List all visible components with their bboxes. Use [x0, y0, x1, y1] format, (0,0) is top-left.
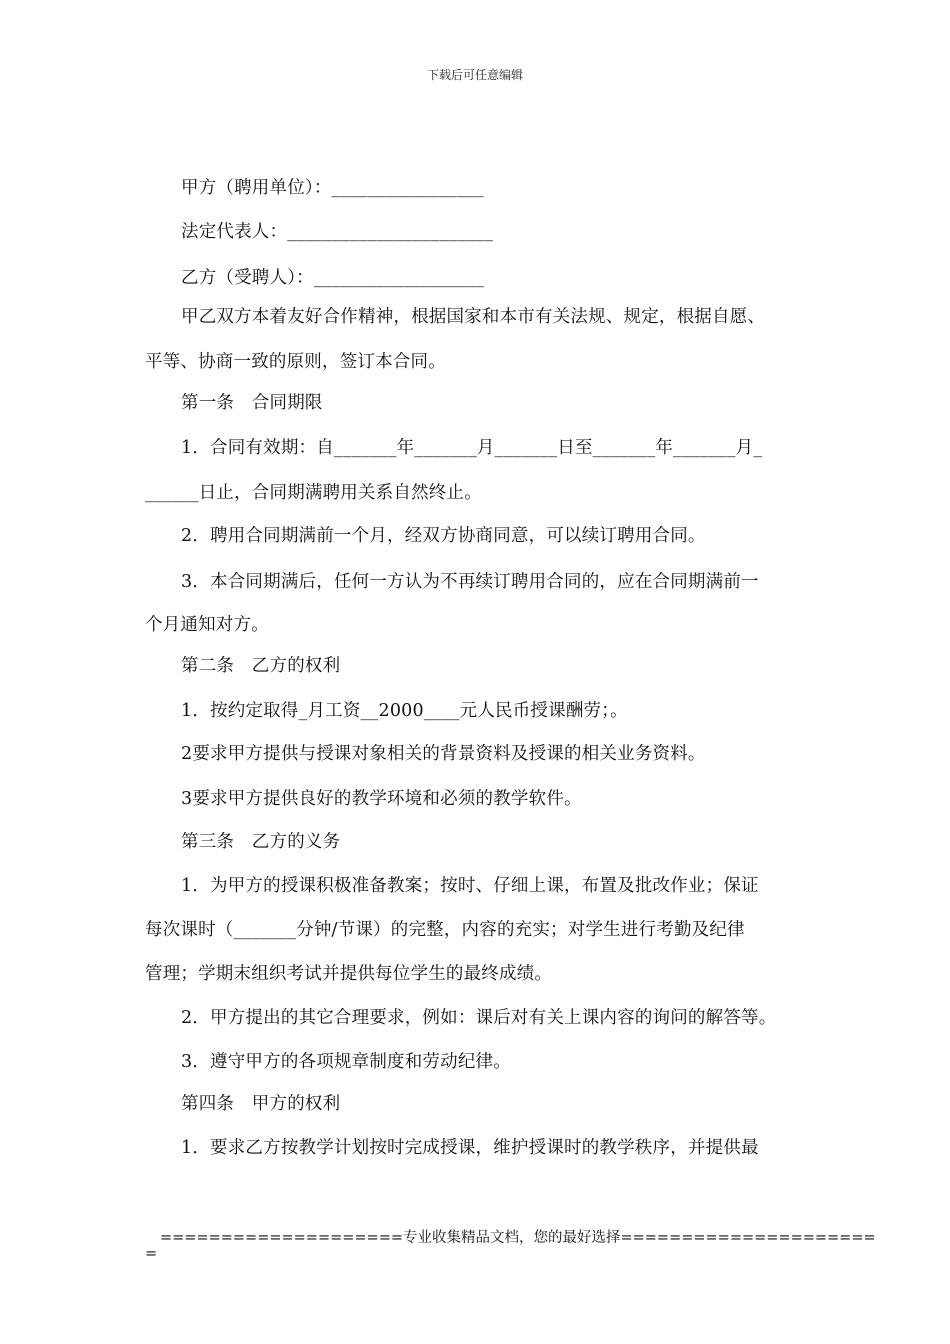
article-1-item-2: 2．聘用合同期满前一个月，经双方协商同意，可以续订聘用合同。 [181, 526, 706, 546]
page-footer-line-1: ====================专业收集精品文档，您的最好选择===================== [160, 1230, 876, 1246]
party-b-line: 乙方（受聘人）：___________________ [181, 268, 484, 288]
article-4-item-1-line-1: 1．要求乙方按教学计划按时完成授课，维护授课时的教学秩序，并提供最 [181, 1138, 759, 1158]
article-4-heading: 第四条 甲方的权利 [181, 1094, 341, 1114]
article-2-item-2: 2要求甲方提供与授课对象相关的背景资料及授课的相关业务资料。 [181, 744, 706, 764]
page-header: 下载后可任意编辑 [426, 68, 523, 82]
article-3-item-1-line-2: 每次课时（_______分钟/节课）的完整，内容的充实；对学生进行考勤及纪律 [145, 920, 745, 940]
article-2-heading: 第二条 乙方的权利 [181, 656, 341, 676]
preamble-line-1: 甲乙双方本着友好合作精神，根据国家和本市有关法规、规定，根据自愿、 [181, 307, 766, 327]
article-3-item-1-line-3: 管理；学期末组织考试并提供每位学生的最终成绩。 [145, 964, 553, 984]
article-3-heading: 第三条 乙方的义务 [181, 832, 341, 852]
article-2-item-3: 3要求甲方提供良好的教学环境和必须的教学软件。 [181, 789, 582, 809]
article-1-item-1-line-2: ______日止，合同期满聘用关系自然终止。 [145, 483, 482, 503]
article-1-item-1-line-1: 1．合同有效期：自_______年_______月_______日至_______年_______月_ [181, 438, 763, 458]
article-3-item-2: 2．甲方提出的其它合理要求，例如：课后对有关上课内容的询问的解答等。 [181, 1008, 777, 1028]
article-1-item-3-line-1: 3．本合同期满后，任何一方认为不再续订聘用合同的，应在合同期满前一 [181, 572, 759, 592]
article-1-heading: 第一条 合同期限 [181, 393, 323, 413]
party-a-line: 甲方（聘用单位）：_________________ [181, 178, 484, 198]
article-3-item-1-line-1: 1．为甲方的授课积极准备教案；按时、仔细上课，布置及批改作业；保证 [181, 876, 759, 896]
preamble-line-2: 平等、协商一致的原则，签订本合同。 [145, 352, 446, 372]
article-2-item-1: 1．按约定取得_月工资__2000____元人民币授课酬劳；。 [181, 701, 628, 721]
article-3-item-3: 3．遵守甲方的各项规章制度和劳动纪律。 [181, 1052, 511, 1072]
page-footer-line-2: = [145, 1246, 158, 1262]
legal-rep-line: 法定代表人：_______________________ [181, 222, 494, 242]
article-1-item-3-line-2: 个月通知对方。 [145, 615, 269, 635]
